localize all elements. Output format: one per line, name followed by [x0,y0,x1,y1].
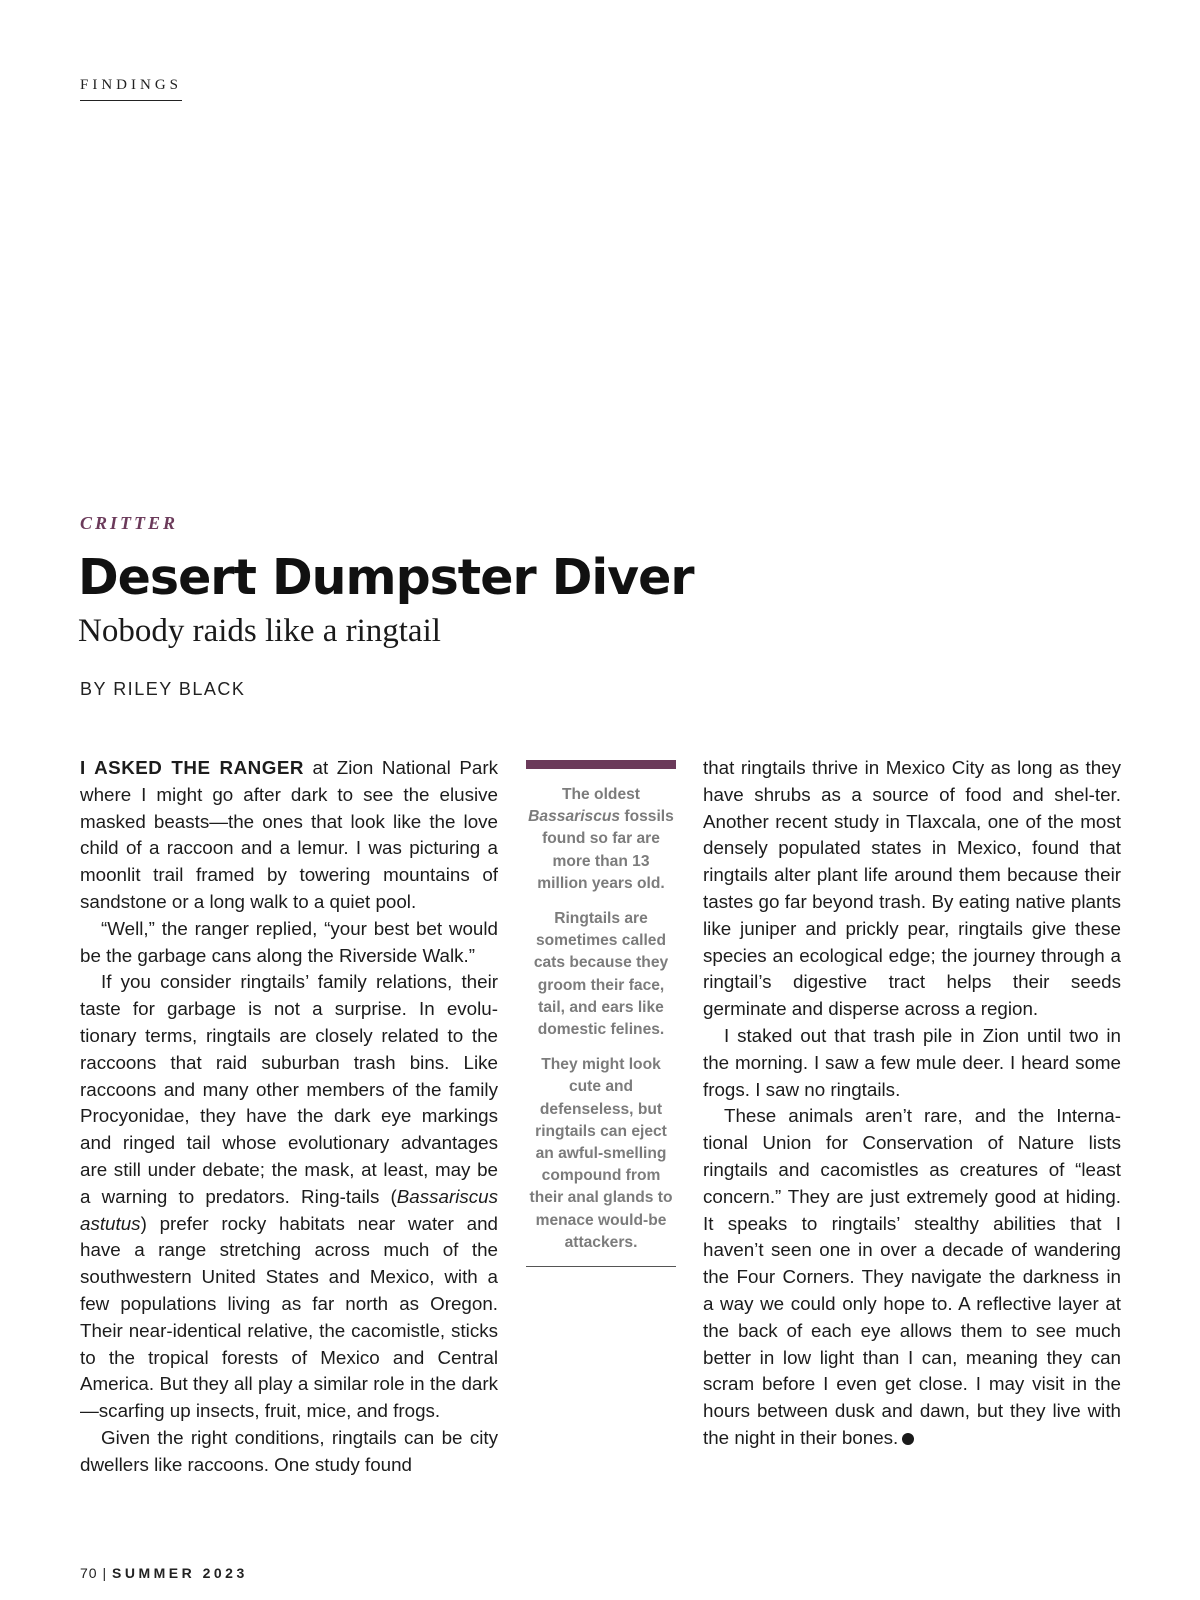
body-paragraph: I staked out that trash pile in Zion until two in the morning. I saw a few mule deer. I heard some frogs. I saw no ringtails. [703,1024,1121,1100]
page-footer [80,1565,248,1581]
body-paragraph: If you consider ringtails’ family relations, their taste for garbage is not a surprise. In evolu-tionary terms, ringtails are closely related to the raccoons that raid suburban trash bins. Like raccoons and many other members of the family Procyonidae, they have the dark eye markings and ringed tail whose evolutionary advantages are still under debate; the mask, at least, may be a warning to predators. Ring-tails (Bassariscus astutus) prefer rocky habitats near water and have a range stretching across much of the southwestern United States and Mexico, with a few populations living as far north as Oregon. Their near-identical relative, the cacomistle, sticks to the tropical forests of Mexico and Central America. But they all play a similar role in the dark—scarfing up insects, fruit, mice, and frogs. [80,971,498,1422]
end-mark-icon: ✎ [902,1433,914,1445]
lead-in: I ASKED THE RANGER [80,757,304,778]
sidebar-fact: Ringtails are sometimes called cats because they groom their face, tail, and ears like domestic felines. [533,910,669,1039]
section-label: FINDINGS [80,77,182,101]
sidebar-fact: The oldest Bassariscus fossils found so far are more than 13 million years old. [528,786,674,892]
fact-sidebar [526,760,676,1267]
article-subtitle: Nobody raids like a ringtail [78,613,441,649]
issue-label: SUMMER 2023 [112,1565,248,1581]
species-name: Bassariscus astutus [80,1185,498,1234]
footer-separator: | [102,1565,108,1581]
body-paragraph: Given the right conditions, ringtails can be city dwellers like raccoons. One study found [80,1426,498,1475]
body-paragraph: These animals aren’t rare, and the Interna-tional Union for Conservation of Nature lists ringtails and cacomistles as creatures of “least concern.” They are just extremely good at hiding. It speaks to ringtails’ stealthy abilities that I haven’t seen one in over a decade of wandering the Four Corners. They navigate the darkness in a way we could only hope to. A reflective layer at the back of each eye allows them to see much better in low light than I can, meaning they can scram before I even get close. I may visit in the hours between dusk and dawn, but they live with the night in their bones. ✎ [703,1105,1121,1448]
body-paragraph: “Well,” the ranger replied, “your best bet would be the garbage cans along the Riverside Walk.” [80,917,498,966]
article-kicker: CRITTER [80,513,179,533]
byline: BY RILEY BLACK [80,679,246,699]
body-column-right [703,755,1121,1452]
genus-name: Bassariscus [528,808,621,826]
page-number: 70 [80,1565,98,1581]
sidebar-fact: They might look cute and defenseless, but ringtails can eject an awful-smelling compound from their anal glands to menace would-be attackers. [529,1056,673,1251]
body-column-left [80,755,498,1479]
body-paragraph: that ringtails thrive in Mexico City as long as they have shrubs as a source of food and shel-ter. Another recent study in Tlaxcala, one of the most densely populated states in Mexico, found that ringtails alter plant life around them because their tastes go far beyond trash. By eating native plants like juniper and prickly pear, ringtails give these species an ecological edge; the journey through a ringtail’s digestive tract helps their seeds germinate and disperse across a region. [703,757,1121,1020]
article-title: Desert Dumpster Diver [78,549,694,606]
body-paragraph: I ASKED THE RANGER at Zion National Park where I might go after dark to see the elusive masked beasts—the ones that look like the love child of a raccoon and a lemur. I was picturing a moonlit trail framed by towering mountains of sandstone or a long walk to a quiet pool. [80,757,498,912]
